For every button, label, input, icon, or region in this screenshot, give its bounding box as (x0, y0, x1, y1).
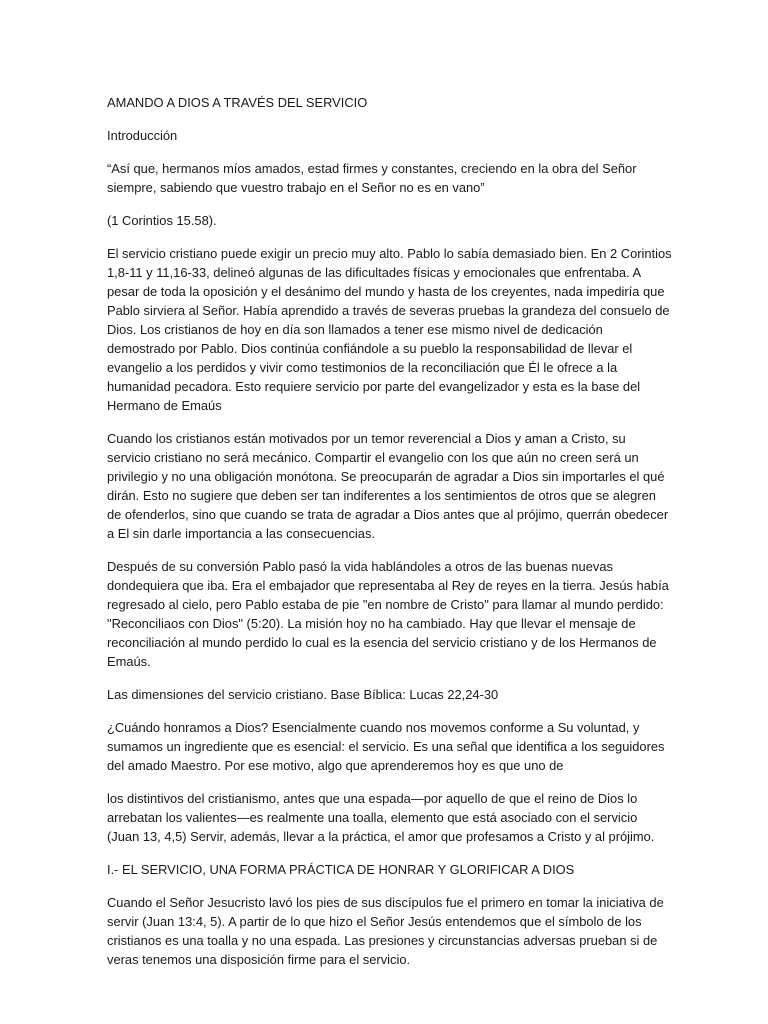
paragraph-service-cost: El servicio cristiano puede exigir un precio muy alto. Pablo lo sabía demasiado bien. En 2 Corintios 1,8-11 y 11,16-33, delineó algunas de las dificultades físicas y emocionales que enfrentaba. A pesar de toda la oposición y el desánimo del mundo y hasta de los creyentes, nada impediría que Pablo sirviera al Señor. Había aprendido a través de severas pruebas la grandeza del consuelo de Dios. Los cristianos de hoy en día son llamados a tener ese mismo nivel de dedicación demostrado por Pablo. Dios continúa confiándole a su pueblo la responsabilidad de llevar el evangelio a los perdidos y vivir como testimonios de la reconciliación que Él le ofrece a la humanidad pecadora. Esto requiere servicio por parte del evangelizador y esta es la base del Hermano de Emaús (107, 246, 672, 413)
section-basis: Las dimensiones del servicio cristiano. Base Bíblica: Lucas 22,24-30 (107, 687, 499, 702)
intro-heading: Introducción (107, 128, 178, 143)
document-body (107, 93, 672, 983)
paragraph-honor-god: ¿Cuándo honramos a Dios? Esencialmente cuando nos movemos conforme a Su voluntad, y sumamos un ingrediente que es esencial: el servicio. Es una señal que identifica a los seguidores del amado Maestro. Por ese motivo, algo que aprenderemos hoy es que uno de (107, 720, 665, 773)
paragraph-washing-feet: Cuando el Señor Jesucristo lavó los pies de sus discípulos fue el primero en tomar la iniciativa de servir (Juan 13:4, 5). A partir de lo que hizo el Señor Jesús entendemos que el símbolo de los cristianos es una toalla y no una espada. Las presiones y circunstancias adversas prueban si de veras tenemos una disposición firme para el servicio. (107, 895, 664, 967)
quote-reference: (1 Corintios 15.58). (107, 213, 217, 228)
document-title: AMANDO A DIOS A TRAVÉS DEL SERVICIO (107, 95, 368, 110)
paragraph-motivation: Cuando los cristianos están motivados por un temor reverencial a Dios y aman a Cristo, su servicio cristiano no será mecánico. Compartir el evangelio con los que aún no creen será un privilegio y no una obligación monótona. Se preocuparán de agradar a Dios sin importarles el qué dirán. Esto no sugiere que deben ser tan indiferentes a los sentimientos de otros que se alegren de ofenderlos, sino que cuando se trata de agradar a Dios antes que al prójimo, querrán obedecer a El sin darle importancia a las consecuencias. (107, 431, 669, 541)
paragraph-christianity-towel: los distintivos del cristianismo, antes que una espada—por aquello de que el reino de Dios lo arrebatan los valientes—es realmente una toalla, elemento que está asociado con el servicio (Juan 13, 4,5) Servir, además, llevar a la práctica, el amor que profesamos a Cristo y al prójimo. (107, 791, 655, 844)
paragraph-pablo-mission: Después de su conversión Pablo pasó la vida hablándoles a otros de las buenas nuevas dondequiera que iba. Era el embajador que representaba al Rey de reyes en la tierra. Jesús había regresado al cielo, pero Pablo estaba de pie "en nombre de Cristo" para llamar al mundo perdido: "Reconciliaos con Dios" (5:20). La misión hoy no ha cambiado. Hay que llevar el mensaje de reconciliación al mundo perdido lo cual es la esencia del servicio cristiano y de los Hermanos de Emaús. (107, 559, 669, 669)
section-one-heading: I.- EL SERVICIO, UNA FORMA PRÁCTICA DE HONRAR Y GLORIFICAR A DIOS (107, 862, 575, 877)
opening-quote: “Así que, hermanos míos amados, estad firmes y constantes, creciendo en la obra del Señor siempre, sabiendo que vuestro trabajo en el Señor no es en vano” (107, 161, 637, 195)
